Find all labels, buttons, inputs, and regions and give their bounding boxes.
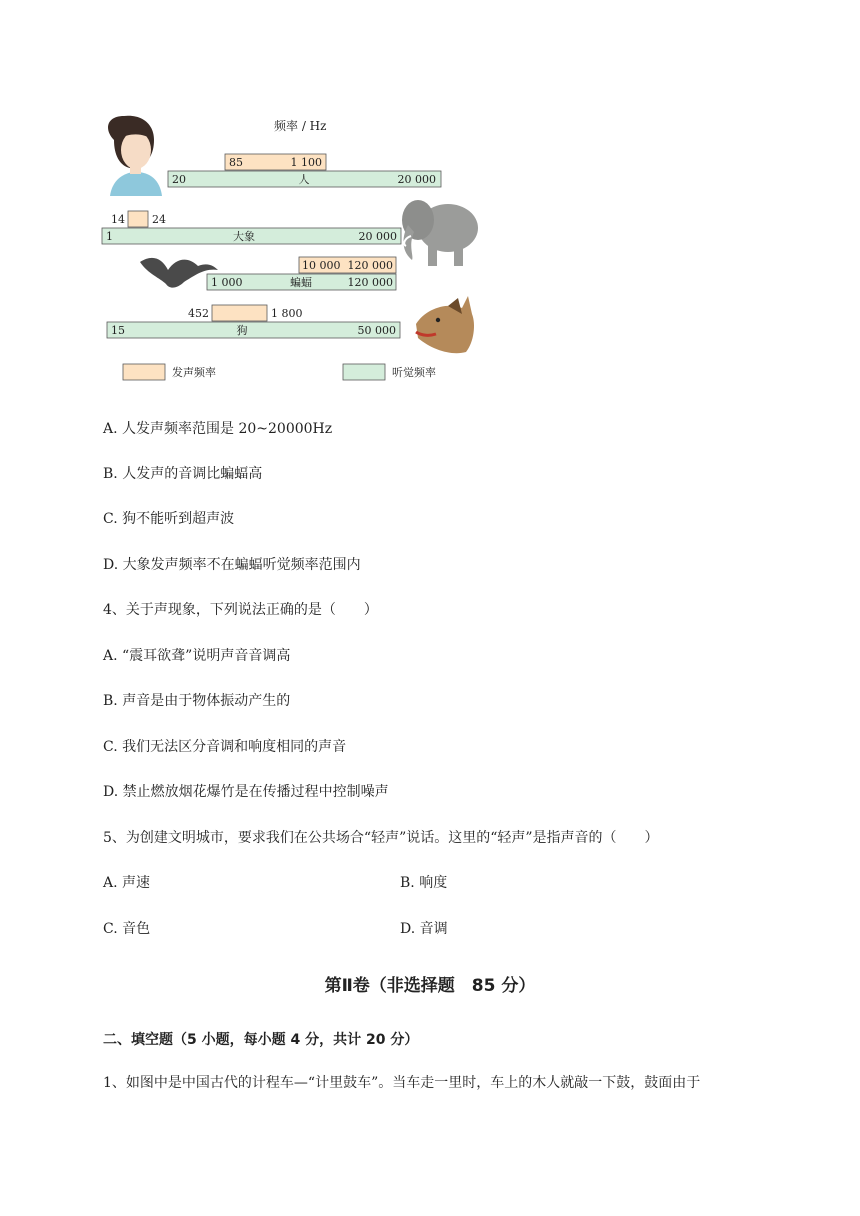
legend-hear-swatch (343, 364, 385, 380)
q4-option-d: D. 禁止燃放烟花爆竹是在传播过程中控制噪声 (103, 784, 389, 800)
legend-emit-swatch (123, 364, 165, 380)
bat-emit-high: 120 000 (347, 259, 393, 272)
q5-option-b: B. 响度 (400, 875, 448, 891)
elephant-emit-high: 24 (152, 213, 166, 226)
dog-emit-high: 1 800 (271, 307, 303, 320)
figure-title: 频率 / Hz (274, 119, 327, 133)
q3-option-d: D. 大象发声频率不在蝙蝠听觉频率范围内 (103, 557, 361, 573)
bat-emit-low: 10 000 (302, 259, 341, 272)
fill-blank-q1: 1、如图中是中国古代的计程车—“计里鼓车”。当车走一里时，车上的木人就敲一下鼓，鼓面由于 (103, 1075, 701, 1091)
dog-emit-low: 452 (188, 307, 209, 320)
q5-option-c: C. 音色 (103, 921, 151, 937)
q3-option-c: C. 狗不能听到超声波 (103, 511, 235, 527)
dog-emit-bar (212, 305, 267, 321)
legend-emit-label: 发声频率 (172, 366, 216, 379)
elephant-hear-label: 大象 (233, 230, 255, 243)
person-hear-high: 20 000 (397, 173, 436, 186)
bat-hear-high: 120 000 (347, 276, 393, 289)
bat-illustration (140, 258, 218, 288)
q5-option-d: D. 音调 (400, 921, 448, 937)
person-hear-label: 人 (298, 173, 310, 186)
dog-hear-label: 狗 (236, 324, 248, 337)
legend-hear-label: 听觉频率 (392, 366, 436, 379)
part2-title: 第Ⅱ卷（非选择题 85 分） (324, 976, 536, 996)
bat-hear-low: 1 000 (211, 276, 243, 289)
q5-stem: 5、为创建文明城市，要求我们在公共场合“轻声”说话。这里的“轻声”是指声音的（ ） (103, 830, 659, 846)
dog-hear-bar (107, 322, 400, 338)
q4-option-c: C. 我们无法区分音调和响度相同的声音 (103, 739, 347, 755)
elephant-hear-high: 20 000 (358, 230, 397, 243)
person-hear-low: 20 (172, 173, 186, 186)
frequency-range-figure (96, 110, 486, 390)
q4-stem: 4、关于声现象，下列说法正确的是（ ） (103, 602, 378, 618)
dog-illustration (416, 296, 474, 353)
q4-option-b: B. 声音是由于物体振动产生的 (103, 693, 291, 709)
q3-option-a: A. 人发声频率范围是 20~20000Hz (103, 421, 333, 437)
q3-option-b: B. 人发声的音调比蝙蝠高 (103, 466, 263, 482)
person-emit-low: 85 (229, 156, 243, 169)
bat-hear-label: 蝙蝠 (290, 276, 312, 289)
q4-option-a: A. “震耳欲聋”说明声音音调高 (103, 648, 291, 664)
dog-hear-high: 50 000 (357, 324, 396, 337)
q5-option-a: A. 声速 (103, 875, 151, 891)
person-illustration (108, 116, 162, 196)
elephant-illustration (402, 200, 478, 266)
elephant-emit-bar (128, 211, 148, 227)
elephant-hear-low: 1 (106, 230, 113, 243)
person-emit-high: 1 100 (290, 156, 322, 169)
dog-hear-low: 15 (111, 324, 125, 337)
elephant-emit-low: 14 (111, 213, 125, 226)
fill-blank-section-heading: 二、填空题（5 小题，每小题 4 分，共计 20 分） (103, 1032, 419, 1048)
